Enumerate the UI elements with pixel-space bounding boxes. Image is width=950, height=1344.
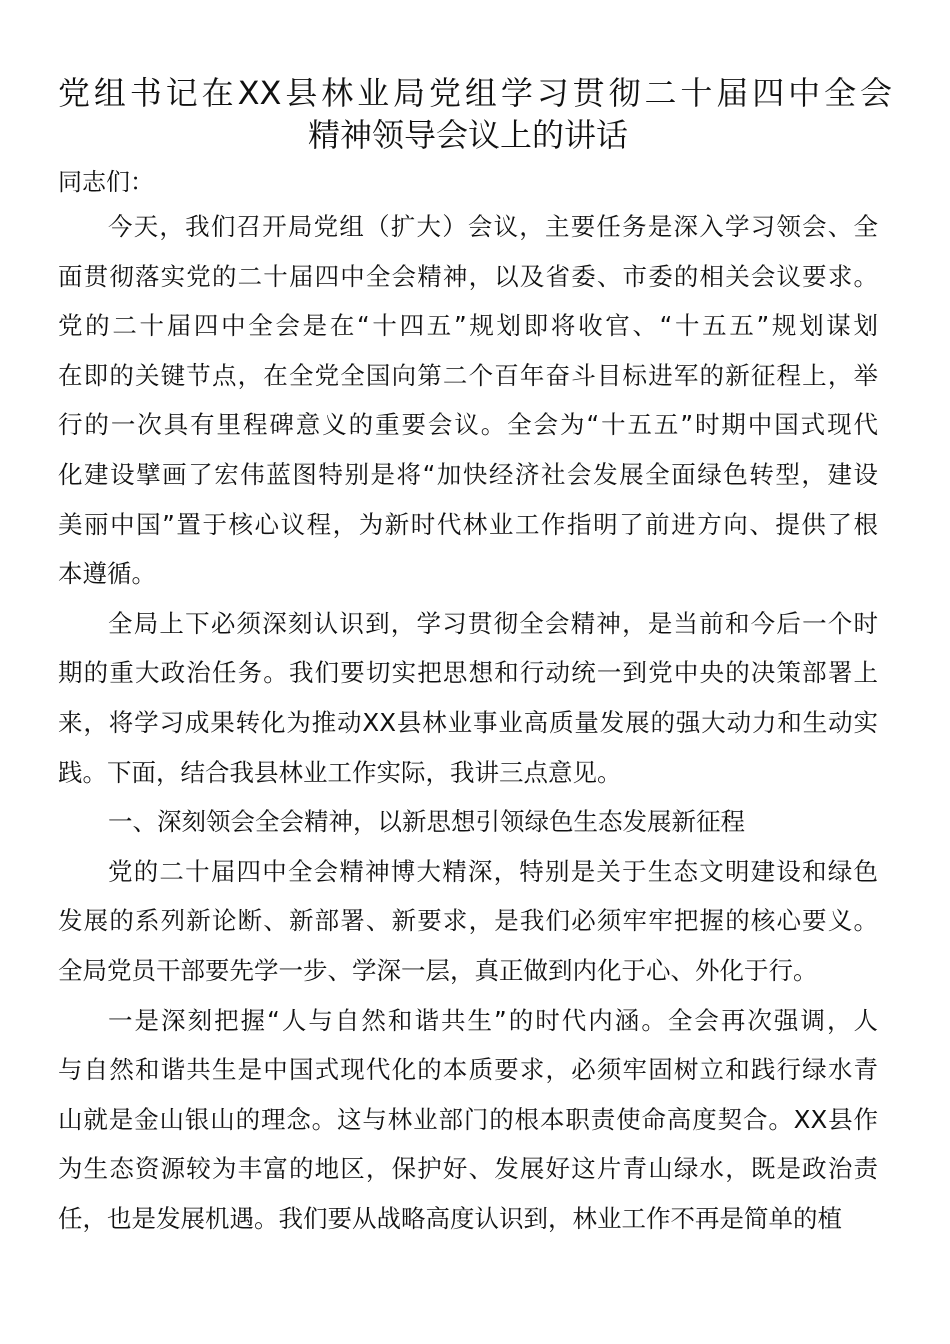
document-body <box>58 202 878 1243</box>
text-line: 期的重大政治任务。我们要切实把思想和行动统一到党中央的决策部署上 <box>58 658 878 688</box>
text-line: 发展的系列新论断、新部署、新要求，是我们必须牢牢把握的核心要义。 <box>58 906 878 936</box>
text-line: 化建设擘画了宏伟蓝图特别是将“加快经济社会发展全面绿色转型，建设 <box>58 459 878 489</box>
text-line: 山就是金山银山的理念。这与林业部门的根本职责使命高度契合。XX县作 <box>58 1104 878 1134</box>
text-line: 为生态资源较为丰富的地区，保护好、发展好这片青山绿水，既是政治责 <box>58 1154 878 1184</box>
section-heading <box>58 797 878 847</box>
document-page <box>58 72 892 1243</box>
text-line: 党的二十届四中全会精神博大精深，特别是关于生态文明建设和绿色 <box>108 856 878 886</box>
text-line: 任，也是发展机遇。我们要从战略高度认识到，林业工作不再是简单的植 <box>58 1203 842 1233</box>
text-line: 全局上下必须深刻认识到，学习贯彻全会精神，是当前和今后一个时 <box>108 608 878 638</box>
text-line: 一是深刻把握“人与自然和谐共生”的时代内涵。全会再次强调，人 <box>108 1005 878 1035</box>
text-line: 今天，我们召开局党组（扩大）会议，主要任务是深入学习领会、全 <box>108 212 878 241</box>
title-line: 精神领导会议上的讲话 <box>307 116 628 154</box>
text-line: 在即的关键节点，在全党全国向第二个百年奋斗目标进军的新征程上，举 <box>58 360 878 390</box>
text-line: 本遵循。 <box>58 559 156 589</box>
text-line: 美丽中国”置于核心议程，为新时代林业工作指明了前进方向、提供了根 <box>58 509 878 539</box>
paragraph <box>58 996 878 1244</box>
text-line: 全局党员干部要先学一步、学深一层，真正做到内化于心、外化于行。 <box>58 955 818 985</box>
text-line: 来，将学习成果转化为推动XX县林业事业高质量发展的强大动力和生动实 <box>58 707 878 737</box>
text-line: 与自然和谐共生是中国式现代化的本质要求，必须牢固树立和践行绿水青 <box>58 1055 878 1085</box>
paragraph <box>58 847 878 996</box>
text-line: 党的二十届四中全会是在“十四五”规划即将收官、“十五五”规划谋划 <box>58 311 878 341</box>
paragraph <box>58 599 878 797</box>
paragraph <box>58 202 878 599</box>
text-line: 一、深刻领会全会精神，以新思想引领绿色生态发展新征程 <box>108 807 745 837</box>
text-line: 行的一次具有里程碑意义的重要会议。全会为“十五五”时期中国式现代 <box>58 410 878 440</box>
greeting: 同志们： <box>58 168 154 196</box>
document-title <box>58 72 892 156</box>
text-line: 践。下面，结合我县林业工作实际，我讲三点意见。 <box>58 757 622 787</box>
title-line: 党组书记在XX县林业局党组学习贯彻二十届四中全会 <box>58 74 892 112</box>
text-line: 面贯彻落实党的二十届四中全会精神，以及省委、市委的相关会议要求。 <box>58 261 878 291</box>
